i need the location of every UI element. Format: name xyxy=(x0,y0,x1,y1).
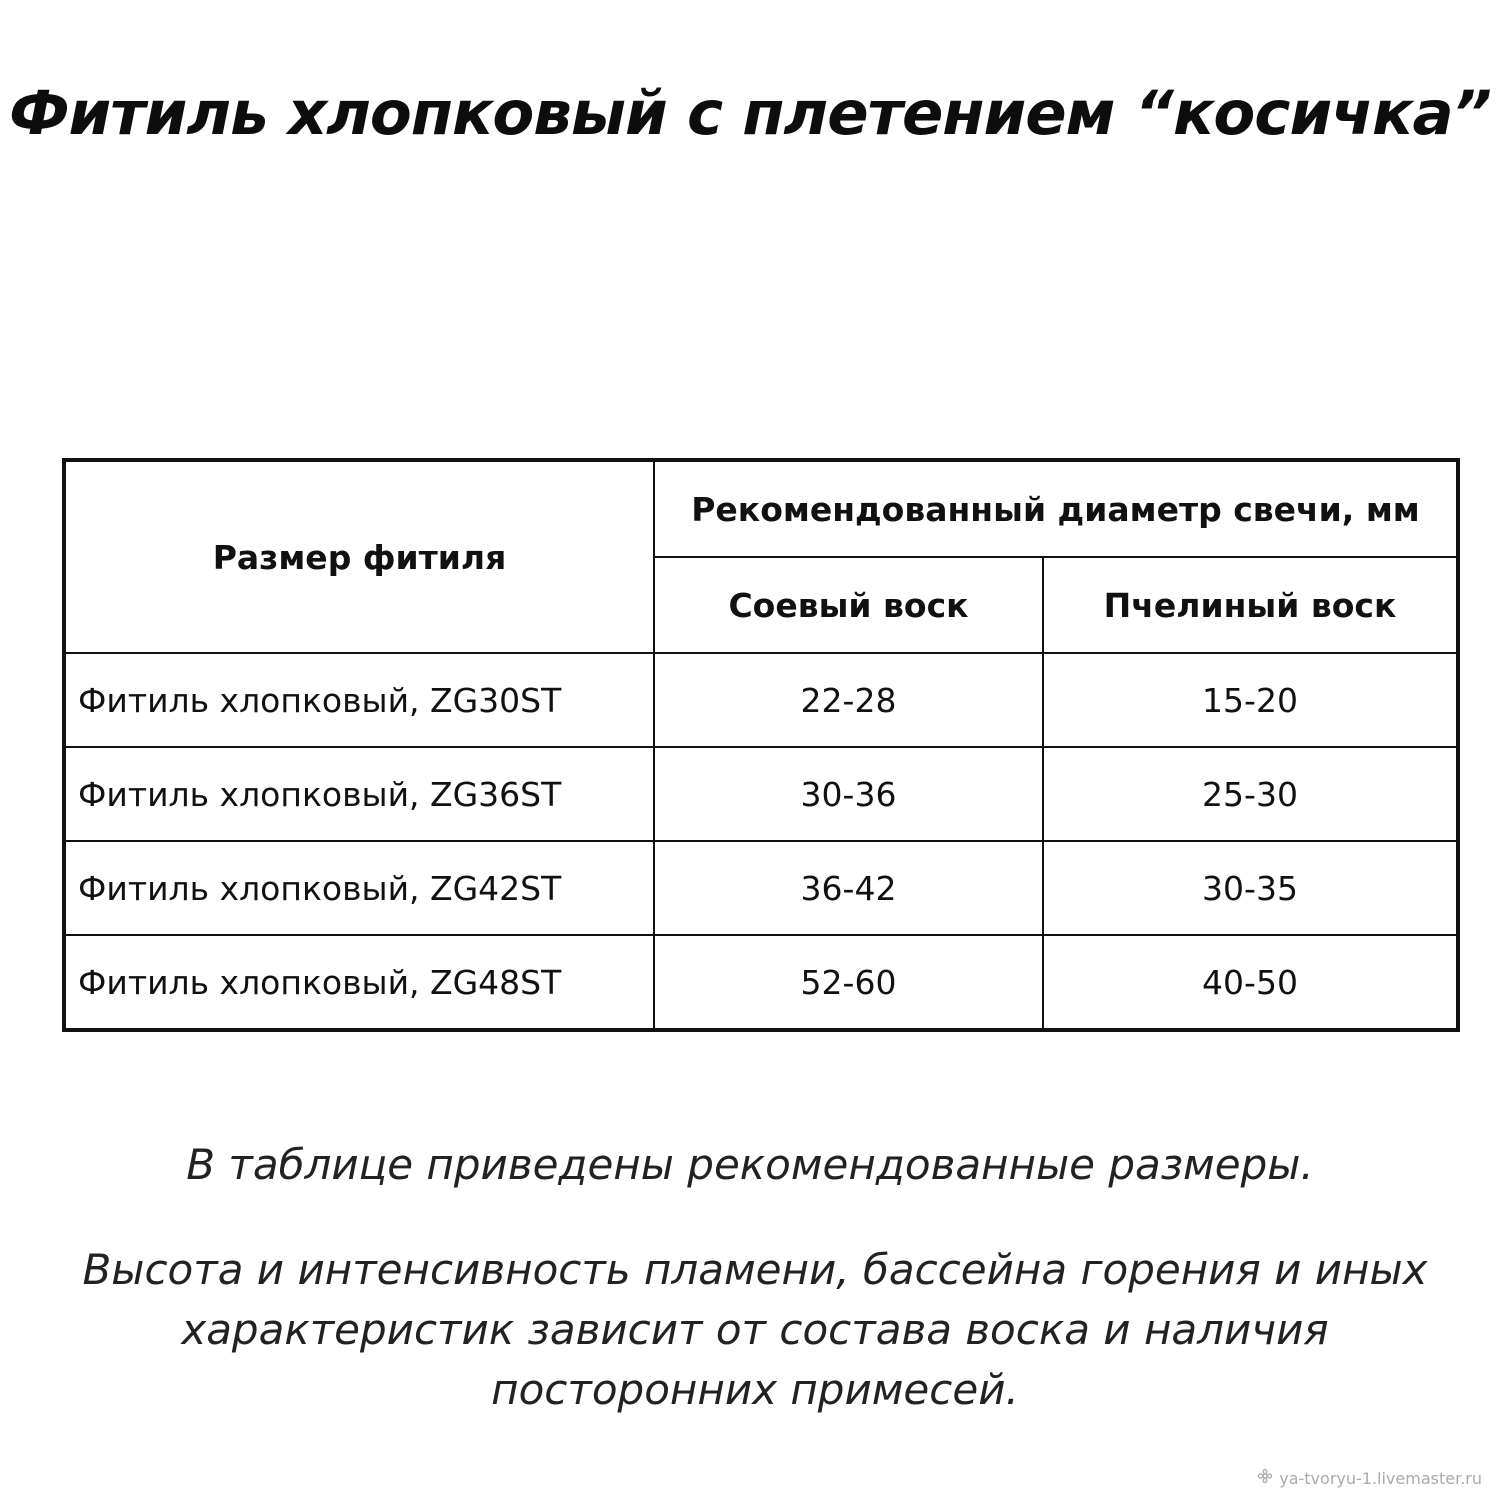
soy-diameter-cell: 30-36 xyxy=(654,747,1043,841)
table-row xyxy=(64,841,1458,935)
table-row xyxy=(64,653,1458,747)
page-title: Фитиль хлопковый с плетением “косичка” xyxy=(9,78,1491,149)
soy-diameter-cell: 36-42 xyxy=(654,841,1043,935)
table-note: В таблице приведены рекомендованные размеры. xyxy=(186,1140,1314,1189)
disclaimer-note: Высота и интенсивность пламени, бассейна горения и иных характеристик зависит от состава воска и наличия посторонних примесей. xyxy=(82,1245,1428,1414)
wick-name-cell: Фитиль хлопковый, ZG36ST xyxy=(64,747,654,841)
table-row xyxy=(64,747,1458,841)
header-soy-wax: Соевый воск xyxy=(654,557,1043,653)
wick-name-cell: Фитиль хлопковый, ZG48ST xyxy=(64,935,654,1030)
wick-name-cell: Фитиль хлопковый, ZG42ST xyxy=(64,841,654,935)
soy-diameter-cell: 52-60 xyxy=(654,935,1043,1030)
table-header-row xyxy=(64,460,1458,557)
header-beeswax: Пчелиный воск xyxy=(1043,557,1458,653)
wick-name-cell: Фитиль хлопковый, ZG30ST xyxy=(64,653,654,747)
soy-diameter-cell: 22-28 xyxy=(654,653,1043,747)
flower-icon xyxy=(1257,1468,1273,1488)
watermark-text: ya-tvoryu-1.livemaster.ru xyxy=(1279,1469,1482,1488)
bee-diameter-cell: 25-30 xyxy=(1043,747,1458,841)
bee-diameter-cell: 40-50 xyxy=(1043,935,1458,1030)
bee-diameter-cell: 30-35 xyxy=(1043,841,1458,935)
watermark xyxy=(1257,1468,1482,1488)
header-recommended-diameter: Рекомендованный диаметр свечи, мм xyxy=(654,460,1458,557)
table-row xyxy=(64,935,1458,1030)
bee-diameter-cell: 15-20 xyxy=(1043,653,1458,747)
wick-size-table xyxy=(62,458,1460,1032)
header-wick-size: Размер фитиля xyxy=(64,460,654,653)
